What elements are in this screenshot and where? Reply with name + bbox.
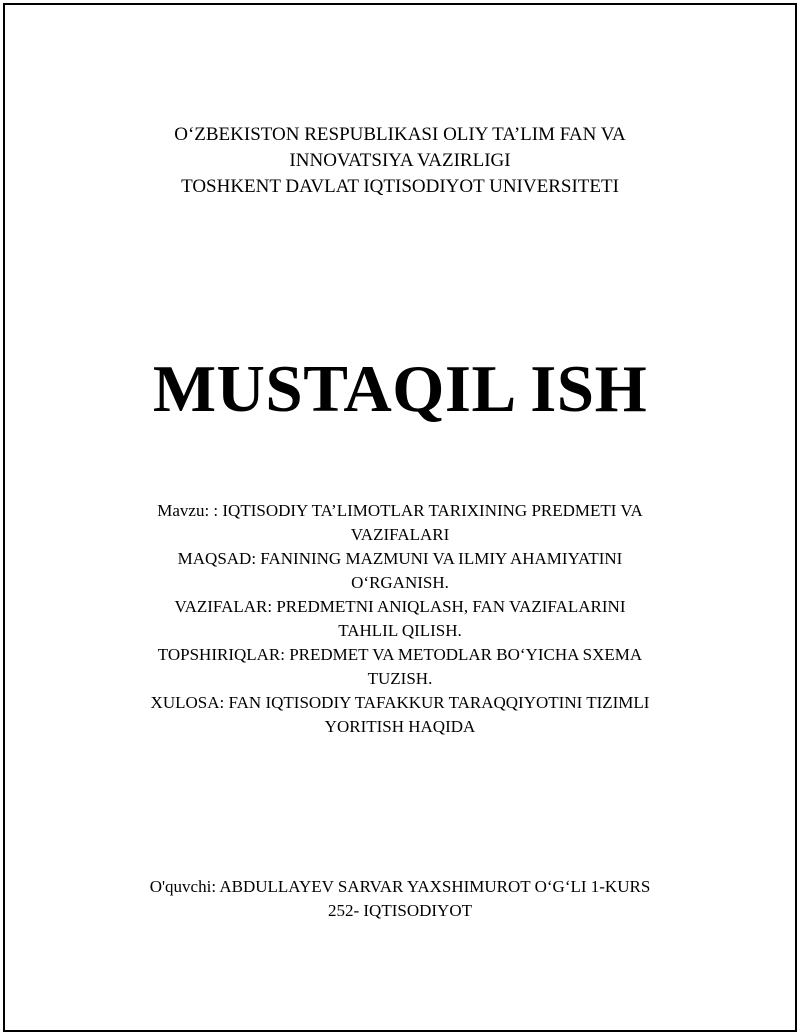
ministry-header xyxy=(0,122,800,200)
goal-line: MAQSAD: FANINING MAZMUNI VA ILMIY AHAMIYATINI xyxy=(177,549,623,568)
conclusion-line: XULOSA: FAN IQTISODIY TAFAKKUR TARAQQIYOTINI TIZIMLI xyxy=(150,693,650,712)
ministry-line-1: O‘ZBEKISTON RESPUBLIKASI OLIY TA’LIM FAN VA xyxy=(174,124,626,145)
document-title: MUSTAQIL ISH xyxy=(152,352,648,426)
student-name: O'quvchi: ABDULLAYEV SARVAR YAXSHIMUROT O‘G‘LI 1-KURS xyxy=(149,877,651,896)
topic-line: VAZIFALARI xyxy=(350,525,450,544)
topic-line: Mavzu: : IQTISODIY TA’LIMOTLAR TARIXINING PREDMETI VA xyxy=(157,501,643,520)
conclusion-line: YORITISH HAQIDA xyxy=(324,717,476,736)
assignments-line: TUZISH. xyxy=(367,669,433,688)
tasks-line: TAHLIL QILISH. xyxy=(338,621,462,640)
university-name: TOSHKENT DAVLAT IQTISODIYOT UNIVERSITETI xyxy=(181,176,619,197)
ministry-line-2: INNOVATSIYA VAZIRLIGI xyxy=(289,150,511,171)
topic-block xyxy=(120,499,680,739)
goal-line: O‘RGANISH. xyxy=(351,573,449,592)
student-info xyxy=(0,875,800,923)
tasks-line: VAZIFALAR: PREDMETNI ANIQLASH, FAN VAZIFALARINI xyxy=(174,597,626,616)
student-group: 252- IQTISODIYOT xyxy=(327,901,472,920)
assignments-line: TOPSHIRIQLAR: PREDMET VA METODLAR BO‘YICHA SXEMA xyxy=(157,645,643,664)
